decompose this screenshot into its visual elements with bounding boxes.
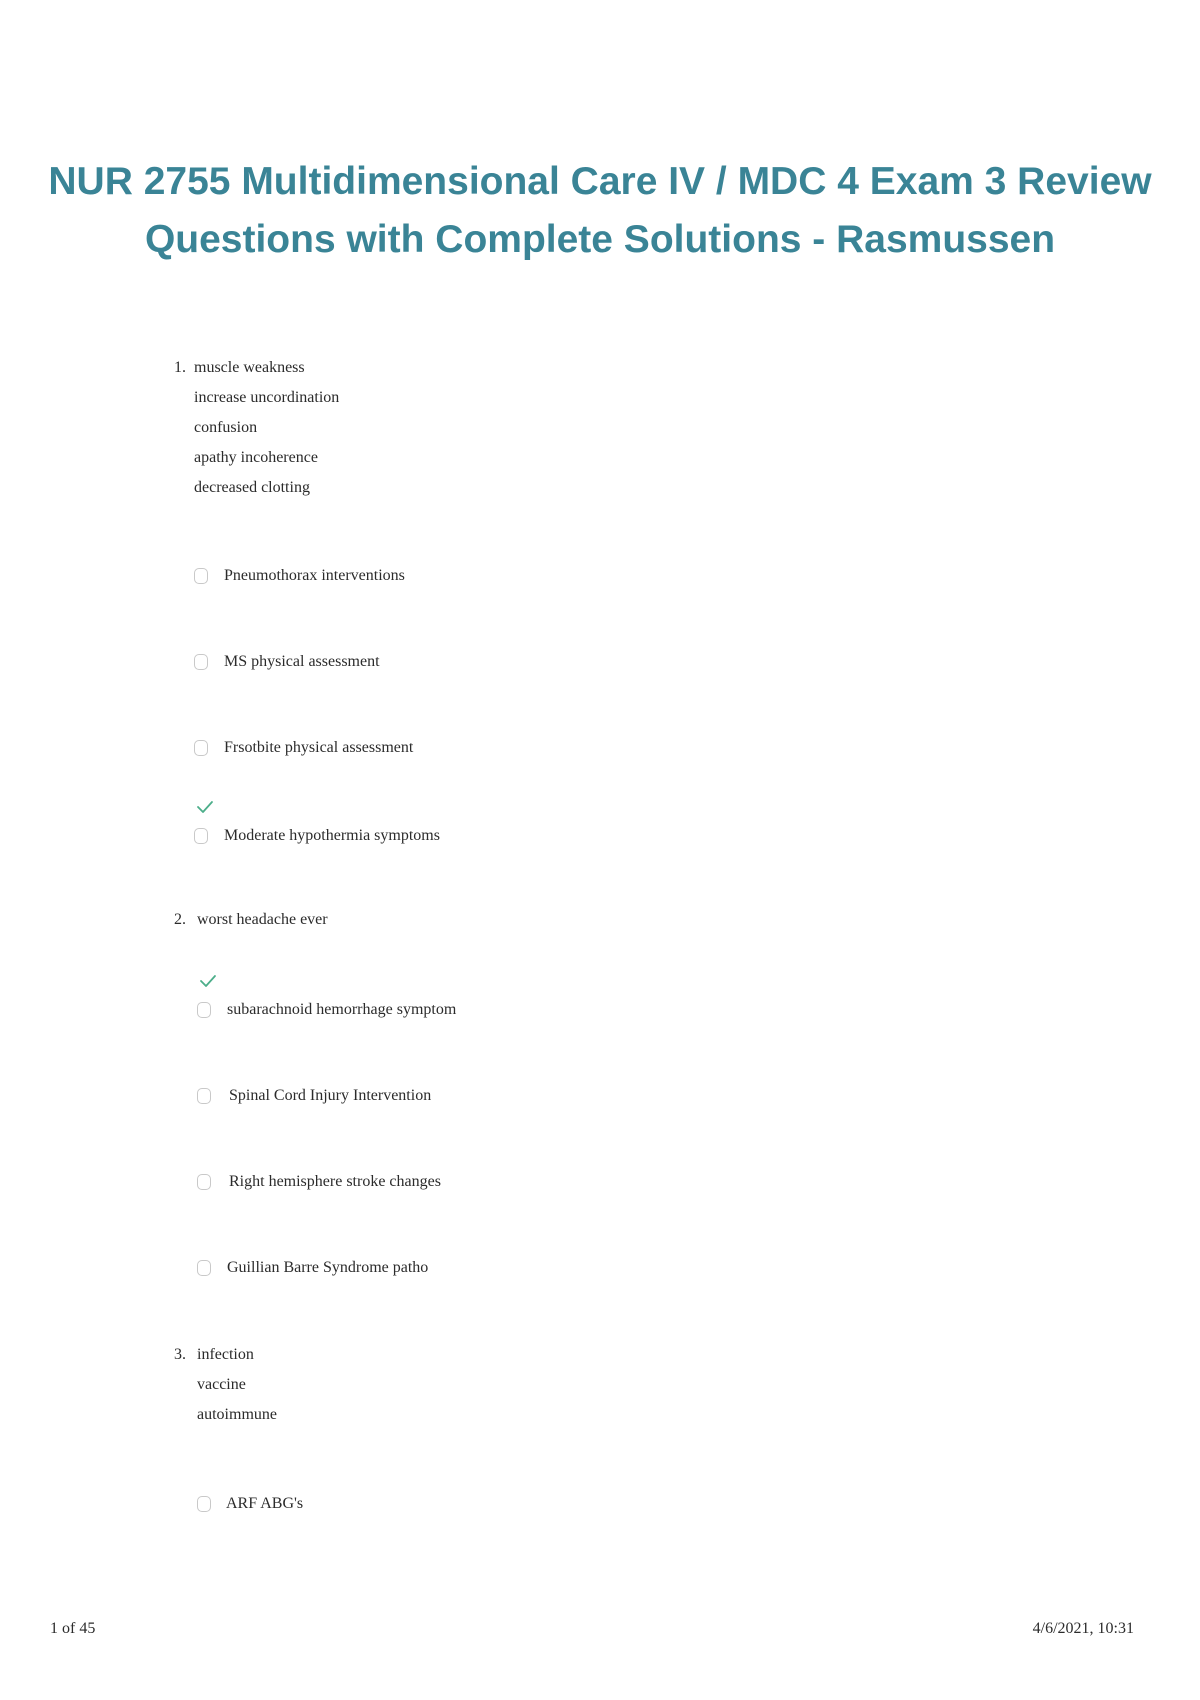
option-label: Pneumothorax interventions bbox=[224, 567, 405, 584]
prompt-line: decreased clotting bbox=[194, 479, 310, 496]
option-label: Guillian Barre Syndrome patho bbox=[227, 1259, 429, 1276]
option-label: Spinal Cord Injury Intervention bbox=[229, 1087, 432, 1104]
radio-circle-icon[interactable] bbox=[197, 1088, 211, 1104]
radio-circle-icon[interactable] bbox=[197, 1002, 211, 1018]
prompt-line: worst headache ever bbox=[197, 911, 328, 928]
checkmark-icon bbox=[199, 972, 217, 990]
prompt-line: muscle weakness bbox=[194, 359, 305, 376]
prompt-line: increase uncordination bbox=[194, 389, 340, 406]
radio-circle-icon[interactable] bbox=[197, 1496, 211, 1512]
option-label: Frsotbite physical assessment bbox=[224, 739, 414, 756]
prompt-line: confusion bbox=[194, 419, 258, 436]
question-prompt bbox=[194, 353, 339, 503]
question-number: 3. bbox=[174, 1346, 186, 1363]
prompt-line: apathy incoherence bbox=[194, 449, 318, 466]
option-label: ARF ABG's bbox=[226, 1495, 304, 1512]
title-line-1: NUR 2755 Multidimensional Care IV / MDC 4 Exam 3 Review bbox=[48, 160, 1152, 203]
option-label: Right hemisphere stroke changes bbox=[229, 1173, 441, 1190]
checkmark-icon bbox=[196, 798, 214, 816]
question-number: 2. bbox=[174, 911, 186, 928]
document-title bbox=[0, 153, 1200, 269]
radio-circle-icon[interactable] bbox=[197, 1174, 211, 1190]
option-label: MS physical assessment bbox=[224, 653, 380, 670]
option-label: subarachnoid hemorrhage symptom bbox=[227, 1001, 457, 1018]
radio-circle-icon[interactable] bbox=[197, 1260, 211, 1276]
page-counter: 1 of 45 bbox=[50, 1620, 96, 1637]
print-timestamp: 4/6/2021, 10:31 bbox=[1032, 1620, 1134, 1637]
option-label: Moderate hypothermia symptoms bbox=[224, 827, 440, 844]
prompt-line: infection bbox=[197, 1346, 254, 1363]
title-line-2: Questions with Complete Solutions - Rasmussen bbox=[144, 218, 1056, 261]
radio-circle-icon[interactable] bbox=[194, 568, 208, 584]
question-prompt bbox=[197, 1340, 277, 1430]
radio-circle-icon[interactable] bbox=[194, 654, 208, 670]
prompt-line: autoimmune bbox=[197, 1406, 277, 1423]
radio-circle-icon[interactable] bbox=[194, 828, 208, 844]
question-prompt bbox=[197, 905, 328, 935]
prompt-line: vaccine bbox=[197, 1376, 246, 1393]
question-number: 1. bbox=[174, 359, 186, 376]
radio-circle-icon[interactable] bbox=[194, 740, 208, 756]
